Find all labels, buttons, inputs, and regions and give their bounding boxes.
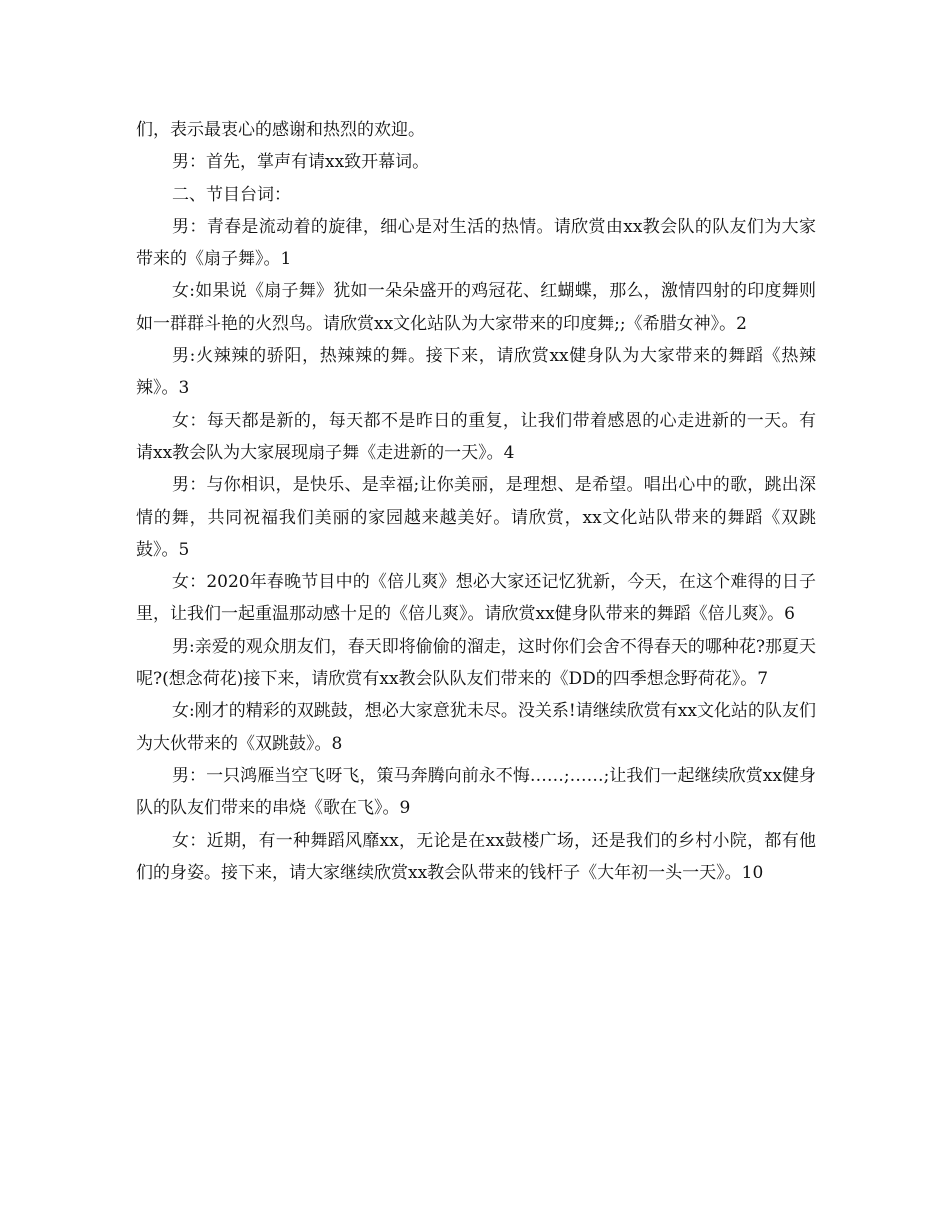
paragraph: 男：与你相识，是快乐、是幸福;让你美丽，是理想、是希望。唱出心中的歌，跳出深情的舞，共同祝福我们美丽的家园越来越美好。请欣赏，xx文化站队带来的舞蹈《双跳鼓》。5	[136, 475, 816, 560]
paragraph: 男:亲爱的观众朋友们，春天即将偷偷的溜走，这时你们会舍不得春天的哪种花?那夏天呢?(想念荷花)接下来，请欣赏有xx教会队队友们带来的《DD的四季想念野荷花》。7	[136, 636, 816, 690]
paragraph: 女：每天都是新的，每天都不是昨日的重复，让我们带着感恩的心走进新的一天。有请xx教会队为大家展现扇子舞《走进新的一天》。4	[136, 410, 816, 463]
paragraph: 男:火辣辣的骄阳，热辣辣的舞。接下来，请欣赏xx健身队为大家带来的舞蹈《热辣辣》。3	[136, 346, 816, 399]
paragraph: 女:刚才的精彩的双跳鼓，想必大家意犹未尽。没关系!请继续欣赏有xx文化站的队友们为大伙带来的《双跳鼓》。8	[136, 701, 816, 754]
document-body	[136, 114, 816, 889]
paragraph: 男：一只鸿雁当空飞呀飞，策马奔腾向前永不悔……;……;让我们一起继续欣赏xx健身队的队友们带来的串烧《歌在飞》。9	[136, 765, 816, 819]
paragraph: 们，表示最衷心的感谢和热烈的欢迎。	[136, 120, 425, 140]
paragraph: 女：2020年春晚节目中的《倍儿爽》想必大家还记忆犹新，今天，在这个难得的日子里，让我们一起重温那动感十足的《倍儿爽》。请欣赏xx健身队带来的舞蹈《倍儿爽》。6	[136, 572, 816, 625]
section-heading: 二、节目台词：	[172, 184, 291, 205]
paragraph: 男：青春是流动着的旋律，细心是对生活的热情。请欣赏由xx教会队的队友们为大家带来的《扇子舞》。1	[136, 216, 816, 270]
paragraph: 女：近期，有一种舞蹈风靡xx，无论是在xx鼓楼广场，还是我们的乡村小院，都有他们的身姿。接下来，请大家继续欣赏xx教会队带来的钱杆子《大年初一头一天》。10	[136, 830, 816, 883]
paragraph: 男：首先，掌声有请xx致开幕词。	[172, 152, 430, 173]
paragraph: 女:如果说《扇子舞》犹如一朵朵盛开的鸡冠花、红蝴蝶，那么，激情四射的印度舞则如一群群斗艳的火烈鸟。请欣赏xx文化站队为大家带来的印度舞;;《希腊女神》。2	[136, 281, 816, 334]
